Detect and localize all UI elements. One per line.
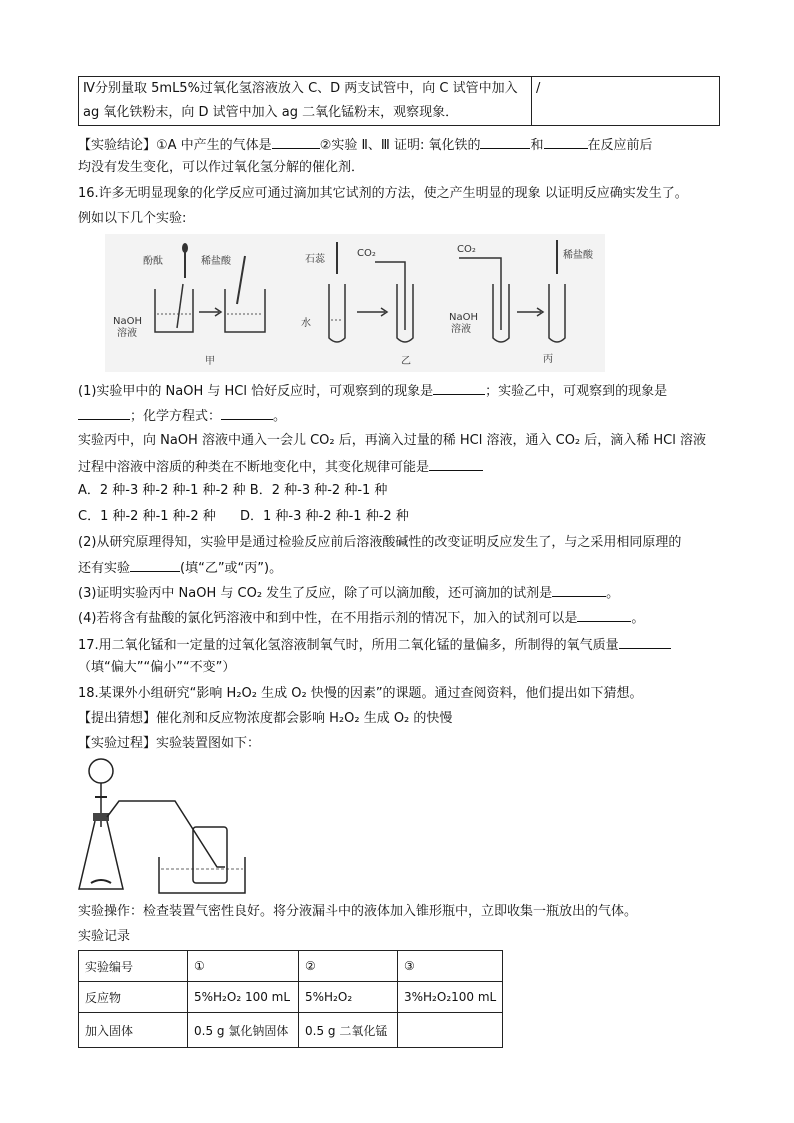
separatory-funnel-icon (89, 759, 113, 783)
conclusion-text: ②实验 Ⅱ、Ⅲ 证明: 氧化铁的 (319, 138, 481, 153)
answer-blank[interactable] (221, 405, 273, 420)
question-16-text: 16.许多无明显现象的化学反应可通过滴加其它试剂的方法，使之产生明显的现象 以证明反应确实发生了。 (78, 186, 688, 201)
table-cell: 0.5 g 氯化钠固体 (188, 1013, 299, 1048)
question-18-text: 实验记录 (78, 929, 131, 944)
answer-blank[interactable] (272, 134, 320, 149)
question-16-part4 (78, 607, 644, 629)
table-header-cell: ③ (398, 951, 503, 982)
answer-blank[interactable] (433, 380, 485, 395)
water-trough-icon (159, 857, 245, 893)
experiment-figure (105, 234, 605, 372)
question-18-text: 实验操作：检查装置气密性良好。将分液漏斗中的液体加入锥形瓶中，立即收集一瓶放出的气体。 (78, 904, 638, 919)
conclusion-line-1 (78, 134, 653, 156)
conclusion-text: 在反应前后 (587, 138, 653, 153)
stopper-icon (93, 813, 109, 821)
question-text: ；实验乙中，可观察到的现象是 (485, 384, 668, 399)
label-jia: 甲 (205, 356, 215, 367)
solid-reagent (91, 880, 111, 883)
question-18-text: 【提出猜想】催化剂和反应物浓度都会影响 H₂O₂ 生成 O₂ 的快慢 (78, 711, 453, 726)
question-16-text: 实验丙中，向 NaOH 溶液中通入一会儿 CO₂ 后，再滴入过量的稀 HCl 溶液，通入 CO₂ 后，滴入稀 HCl 溶液 (78, 433, 706, 448)
label-solution: 溶液 (451, 324, 471, 335)
table-header-cell: ① (188, 951, 299, 982)
table-header-cell: ② (299, 951, 398, 982)
table-cell-line: Ⅳ分别量取 5mL5%过氧化氢溶液放入 C、D 两支试管中，向 C 试管中加入 (83, 81, 518, 96)
label-phenolphthalein: 酚酞 (143, 256, 163, 267)
table-cell: 反应物 (79, 982, 188, 1013)
question-text: 17.用二氧化锰和一定量的过氧化氢溶液制氧气时，所用二氧化锰的量偏多，所制得的氧气质量 (78, 638, 619, 653)
label-bing: 丙 (543, 354, 553, 365)
table-cell-result: / (532, 77, 720, 126)
table-row (79, 1013, 503, 1048)
option-ab: A．2 种-3 种-2 种-1 种-2 种 B．2 种-3 种-2 种-1 种 (78, 483, 388, 498)
question-16-part2: (2)从研究原理得知，实验甲是通过检验反应前后溶液酸碱性的改变证明反应发生了，与之采用相同原理的 (78, 535, 682, 550)
question-text: 还有实验 (78, 561, 131, 576)
option-d: D．1 种-3 种-2 种-1 种-2 种 (240, 509, 409, 524)
label-yi: 乙 (401, 356, 411, 367)
label-co2: CO₂ (457, 244, 476, 255)
question-text: ；化学方程式： (130, 409, 222, 424)
question-16-part1 (78, 380, 667, 402)
answer-blank[interactable] (544, 134, 588, 149)
question-16-text (78, 456, 483, 478)
answer-blank[interactable] (78, 405, 130, 420)
experiment-record-table (78, 950, 503, 1048)
question-text: 。 (606, 586, 620, 601)
question-text: 。 (631, 611, 645, 626)
delivery-tube-icon (107, 801, 225, 867)
conclusion-text: 【实验结论】①A 中产生的气体是 (78, 138, 272, 153)
conclusion-text: 和 (530, 138, 544, 153)
question-text: (3)证明实验丙中 NaOH 与 CO₂ 发生了反应，除了可以滴加酸，还可滴加的试剂是 (78, 586, 553, 601)
answer-blank[interactable] (552, 582, 606, 597)
dropper-bulb-icon (182, 243, 188, 253)
question-17-text: （填“偏大”“偏小”“不变”） (78, 660, 236, 675)
question-text: (填“乙”或“丙”)。 (180, 561, 283, 576)
table-cell: 0.5 g 二氧化锰 (299, 1013, 398, 1048)
option-c: C．1 种-2 种-1 种-2 种 (78, 509, 216, 524)
table-cell: 加入固体 (79, 1013, 188, 1048)
table-cell: 5%H₂O₂ 100 mL (188, 982, 299, 1013)
question-16-part3 (78, 582, 619, 604)
table-cell: 3%H₂O₂100 mL (398, 982, 503, 1013)
answer-blank[interactable] (577, 607, 631, 622)
label-dilute-hcl: 稀盐酸 (563, 250, 593, 261)
question-16-part1-cont (78, 405, 286, 427)
table-row (79, 982, 503, 1013)
table-row (79, 951, 503, 982)
answer-blank[interactable] (480, 134, 530, 149)
question-text: (1)实验甲中的 NaOH 与 HCl 恰好反应时，可观察到的现象是 (78, 384, 434, 399)
question-18-text: 【实验过程】实验装置图如下： (78, 736, 261, 751)
label-water: 水 (301, 318, 311, 329)
question-text: (4)若将含有盐酸的氯化钙溶液中和到中性，在不用指示剂的情况下，加入的试剂可以是 (78, 611, 578, 626)
label-co2: CO₂ (357, 248, 376, 259)
question-16-part2-cont (78, 557, 282, 579)
conical-flask-icon (79, 821, 123, 889)
table-header-cell: 实验编号 (79, 951, 188, 982)
label-naoh: NaOH (449, 312, 478, 323)
label-naoh: NaOH (113, 316, 142, 327)
apparatus-figure (75, 757, 255, 897)
table-cell: 5%H₂O₂ (299, 982, 398, 1013)
question-text: 。 (273, 409, 287, 424)
answer-blank[interactable] (429, 456, 483, 471)
answer-blank[interactable] (130, 557, 180, 572)
question-16-text: 例如以下几个实验: (78, 211, 187, 226)
question-text: 过程中溶液中溶质的种类在不断地变化中，其变化规律可能是 (78, 460, 430, 475)
experiment-table-top (78, 76, 720, 126)
table-cell (398, 1013, 503, 1048)
answer-blank[interactable] (619, 634, 671, 649)
question-17-text (78, 634, 671, 656)
table-cell-procedure (79, 77, 532, 126)
label-solution: 溶液 (117, 328, 137, 339)
table-cell-line: ag 氧化铁粉末，向 D 试管中加入 ag 二氧化锰粉末，观察现象． (83, 105, 459, 120)
question-18-text: 18.某课外小组研究“影响 H₂O₂ 生成 O₂ 快慢的因素”的课题。通过查阅资料，他们提出如下猜想。 (78, 686, 643, 701)
conclusion-line-2: 均没有发生变化，可以作过氧化氢分解的催化剂． (78, 160, 365, 175)
label-dilute-hcl: 稀盐酸 (201, 256, 231, 267)
label-litmus: 石蕊 (305, 254, 325, 265)
